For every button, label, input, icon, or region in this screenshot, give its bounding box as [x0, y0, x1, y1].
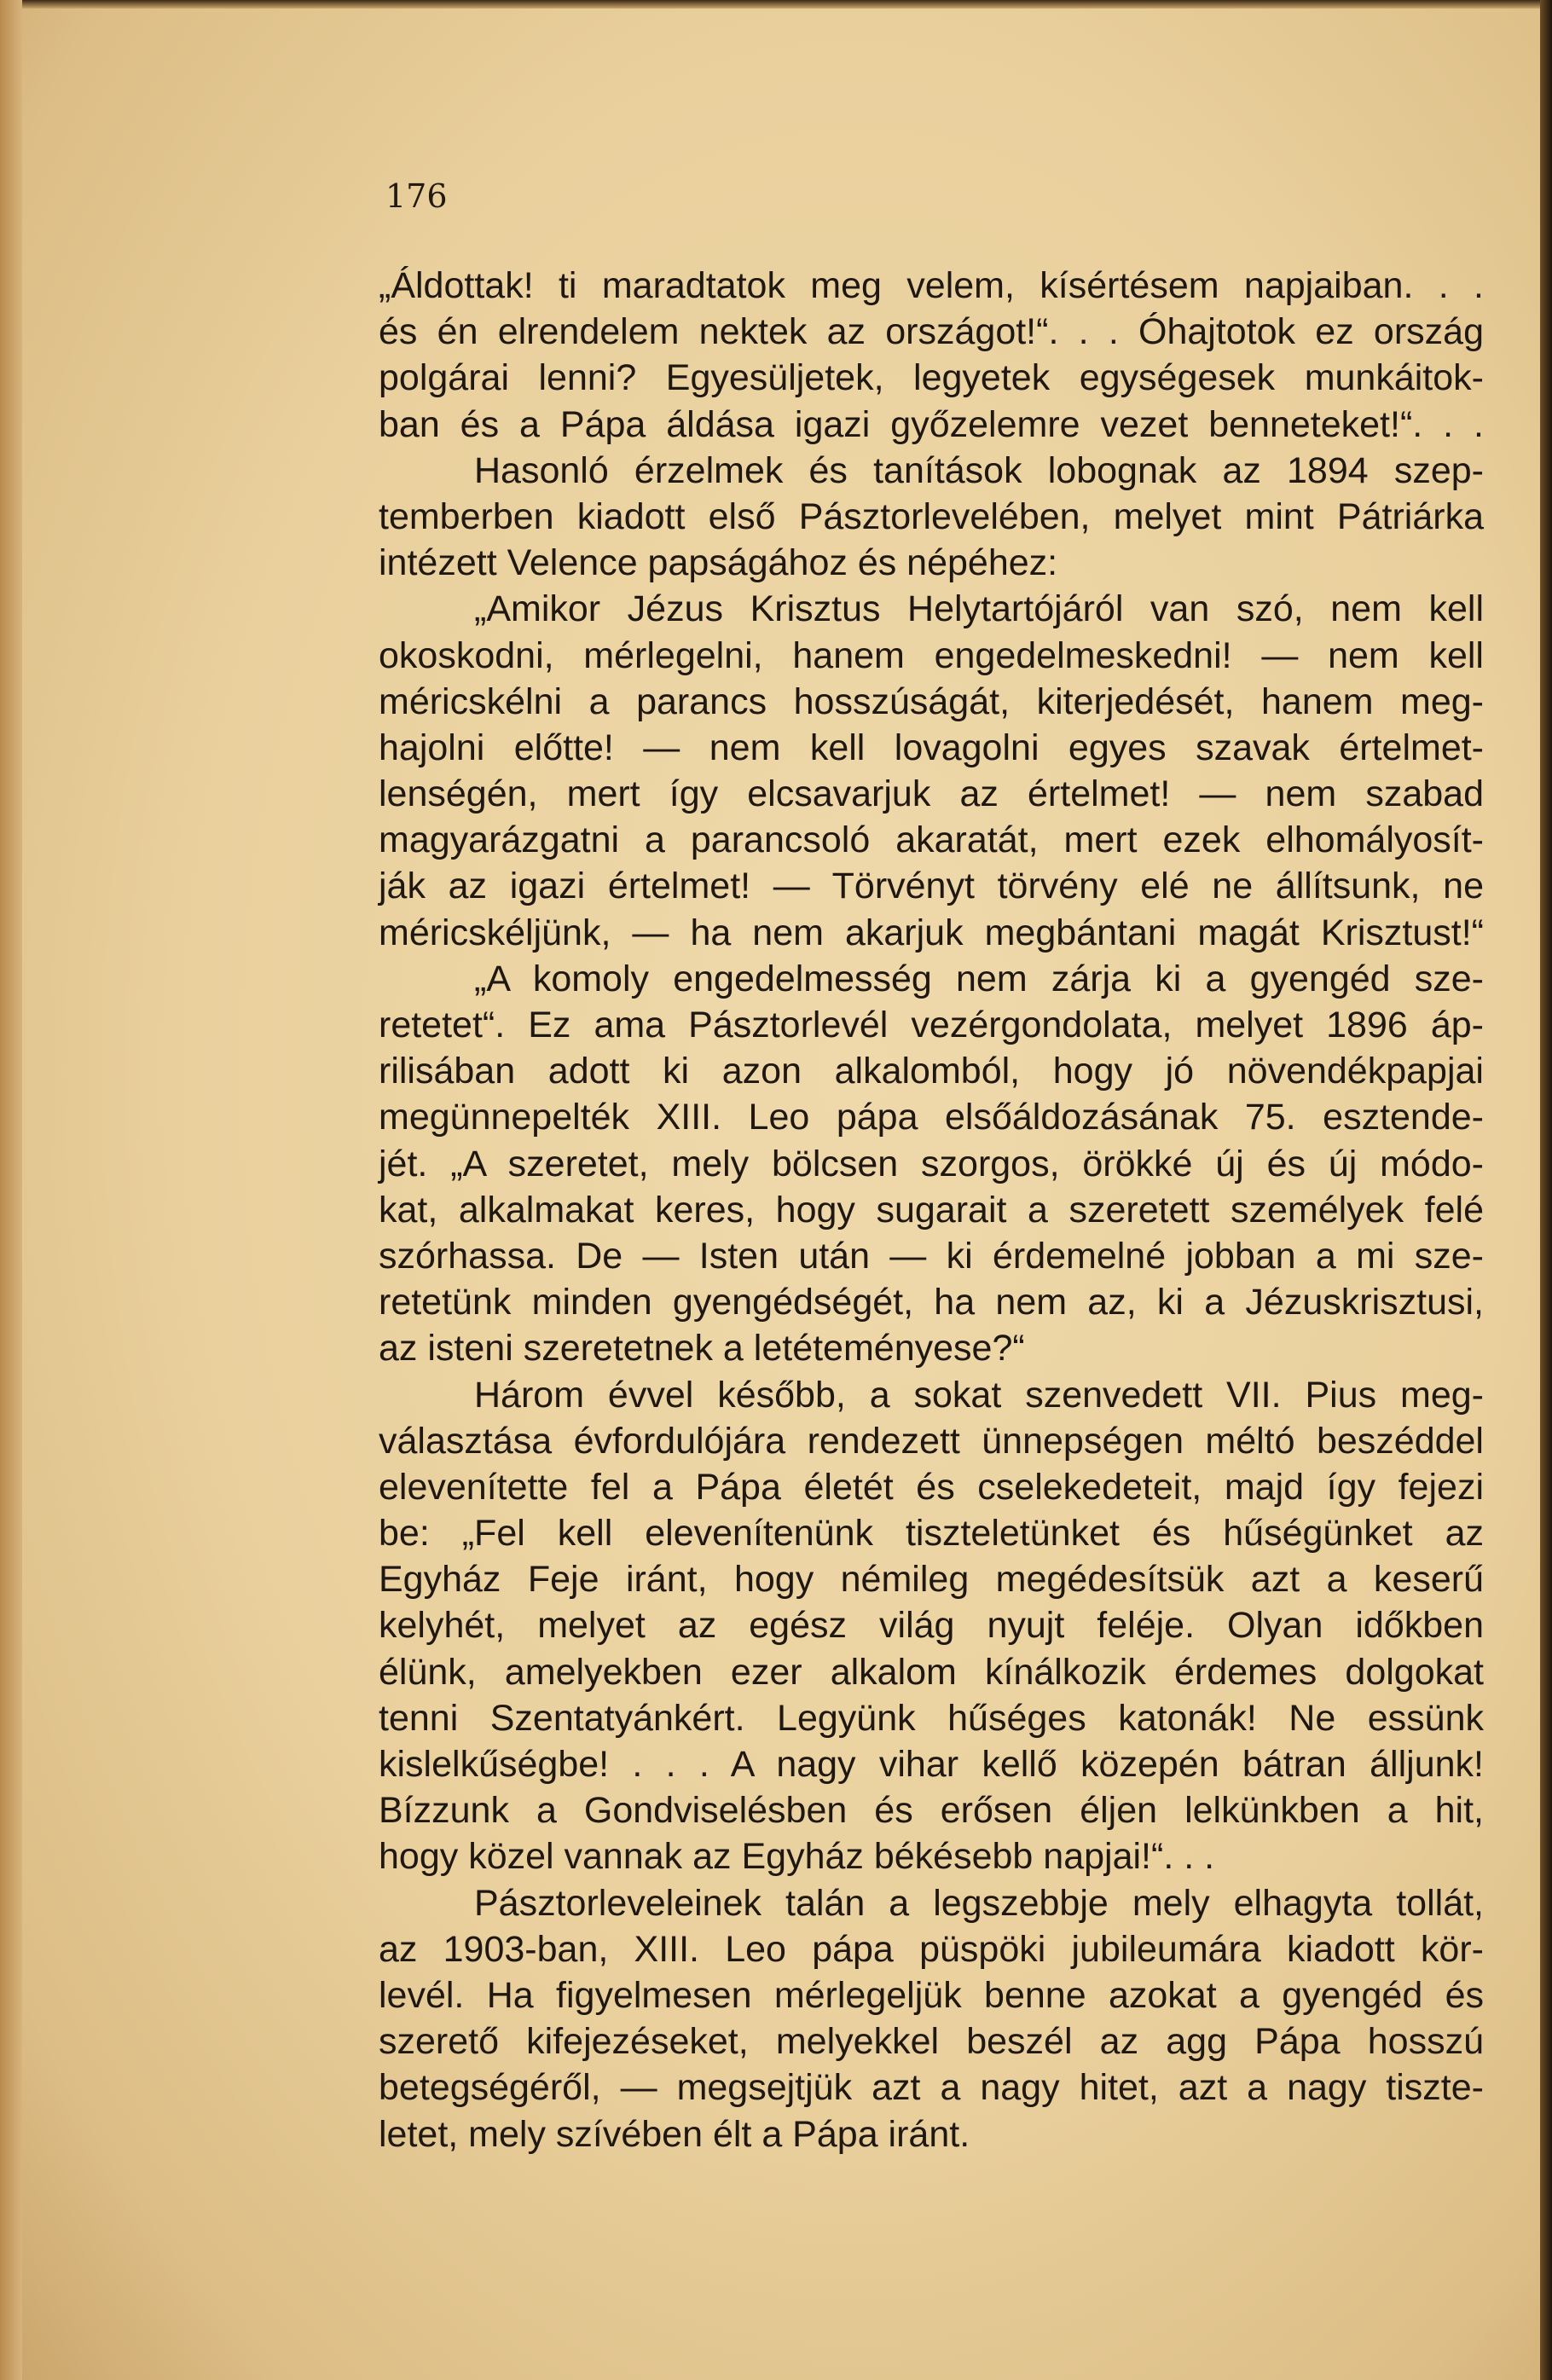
- text-line: lenségén, mert így elcsavarjuk az értelmet! — nem szabad: [379, 773, 1484, 815]
- text-line: és én elrendelem nektek az országot!“. . . Óhajtotok ez ország: [379, 311, 1484, 353]
- text-line: Három évvel később, a sokat szenvedett VII. Pius meg-: [474, 1374, 1484, 1416]
- text-line: kislelkűségbe! . . . A nagy vihar kellő közepén bátran álljunk!: [379, 1744, 1484, 1785]
- text-line: kat, alkalmakat keres, hogy sugarait a szeretett személyek felé: [379, 1189, 1484, 1231]
- text-line: retetünk minden gyengédségét, ha nem az, ki a Jézuskrisztusi,: [379, 1282, 1484, 1323]
- text-line: „Amikor Jézus Krisztus Helytartójáról van szó, nem kell: [474, 588, 1484, 630]
- text-line: ják az igazi értelmet! — Törvényt törvény elé ne állítsunk, ne: [379, 866, 1484, 907]
- text-line: választása évfordulójára rendezett ünnepségen méltó beszéddel: [379, 1420, 1484, 1462]
- text-line: magyarázgatni a parancsoló akaratát, mert ezek elhomályosít-: [379, 819, 1484, 861]
- text-line: szórhassa. De — Isten után — ki érdemelné jobban a mi sze-: [379, 1235, 1484, 1277]
- text-line: elevenítette fel a Pápa életét és cselekedeteit, majd így fejezi: [379, 1466, 1484, 1508]
- text-line: élünk, amelyekben ezer alkalom kínálkozik érdemes dolgokat: [379, 1651, 1484, 1693]
- text-line: rilisában adott ki azon alkalomból, hogy jó növendékpapjai: [379, 1051, 1484, 1092]
- text-line: Bízzunk a Gondviselésben és erősen éljen lelkünkben a hit,: [379, 1790, 1484, 1832]
- page-right-edge: [1540, 0, 1552, 2380]
- text-line: intézett Velence papságához és népéhez:: [379, 542, 1058, 584]
- text-line: kelyhét, melyet az egész világ nyujt feléje. Olyan időkben: [379, 1605, 1484, 1647]
- text-line: „A komoly engedelmesség nem zárja ki a gyengéd sze-: [474, 958, 1484, 999]
- text-line: polgárai lenni? Egyesüljetek, legyetek egységesek munkáitok-: [379, 357, 1484, 399]
- text-line: okoskodni, mérlegelni, hanem engedelmeskedni! — nem kell: [379, 634, 1484, 676]
- page-left-edge: [0, 0, 22, 2380]
- text-line: ban és a Pápa áldása igazi győzelemre vezet benneteket!“. . .: [379, 403, 1484, 445]
- text-line: be: „Fel kell elevenítenünk tiszteletünket és hűségünket az: [379, 1513, 1484, 1555]
- text-line: jét. „A szeretet, mely bölcsen szorgos, örökké új és új módo-: [379, 1143, 1484, 1184]
- page-top-edge: [0, 0, 1552, 9]
- body-text: [379, 263, 1484, 2157]
- text-line: hogy közel vannak az Egyház békésebb napjai!“. . .: [379, 1836, 1215, 1878]
- text-line: Egyház Feje iránt, hogy némileg megédesítsük azt a keserű: [379, 1559, 1484, 1601]
- text-line: az isteni szeretetnek a letéteményese?“: [379, 1328, 1025, 1370]
- text-line: méricskélni a parancs hosszúságát, kiterjedését, hanem meg-: [379, 680, 1484, 722]
- text-line: szerető kifejezéseket, melyekkel beszél az agg Pápa hosszú: [379, 2021, 1484, 2063]
- text-line: „Áldottak! ti maradtatok meg velem, kísértésem napjaiban. . .: [379, 265, 1484, 306]
- text-line: Pásztorleveleinek talán a legszebbje mely elhagyta tollát,: [474, 1882, 1484, 1924]
- text-line: levél. Ha figyelmesen mérlegeljük benne azokat a gyengéd és: [379, 1974, 1484, 2016]
- text-line: megünnepelték XIII. Leo pápa elsőáldozásának 75. esztende-: [379, 1097, 1484, 1138]
- text-line: tenni Szentatyánkért. Legyünk hűséges katonák! Ne essünk: [379, 1697, 1484, 1739]
- text-line: méricskéljünk, — ha nem akarjuk megbántani magát Krisztust!“: [379, 912, 1484, 953]
- text-line: letet, mely szívében élt a Pápa iránt.: [379, 2113, 970, 2155]
- text-line: retetet“. Ez ama Pásztorlevél vezérgondolata, melyet 1896 áp-: [379, 1005, 1484, 1045]
- text-line: temberben kiadott első Pásztorlevelében, melyet mint Pátriárka: [379, 495, 1484, 537]
- text-line: betegségéről, — megsejtjük azt a nagy hitet, azt a nagy tiszte-: [379, 2067, 1484, 2109]
- page-number: 176: [385, 177, 448, 215]
- text-line: Hasonló érzelmek és tanítások lobognak az 1894 szep-: [474, 449, 1484, 491]
- text-line: az 1903-ban, XIII. Leo pápa püspöki jubileumára kiadott kör-: [379, 1928, 1484, 1970]
- text-line: hajolni előtte! — nem kell lovagolni egyes szavak értelmet-: [379, 727, 1484, 768]
